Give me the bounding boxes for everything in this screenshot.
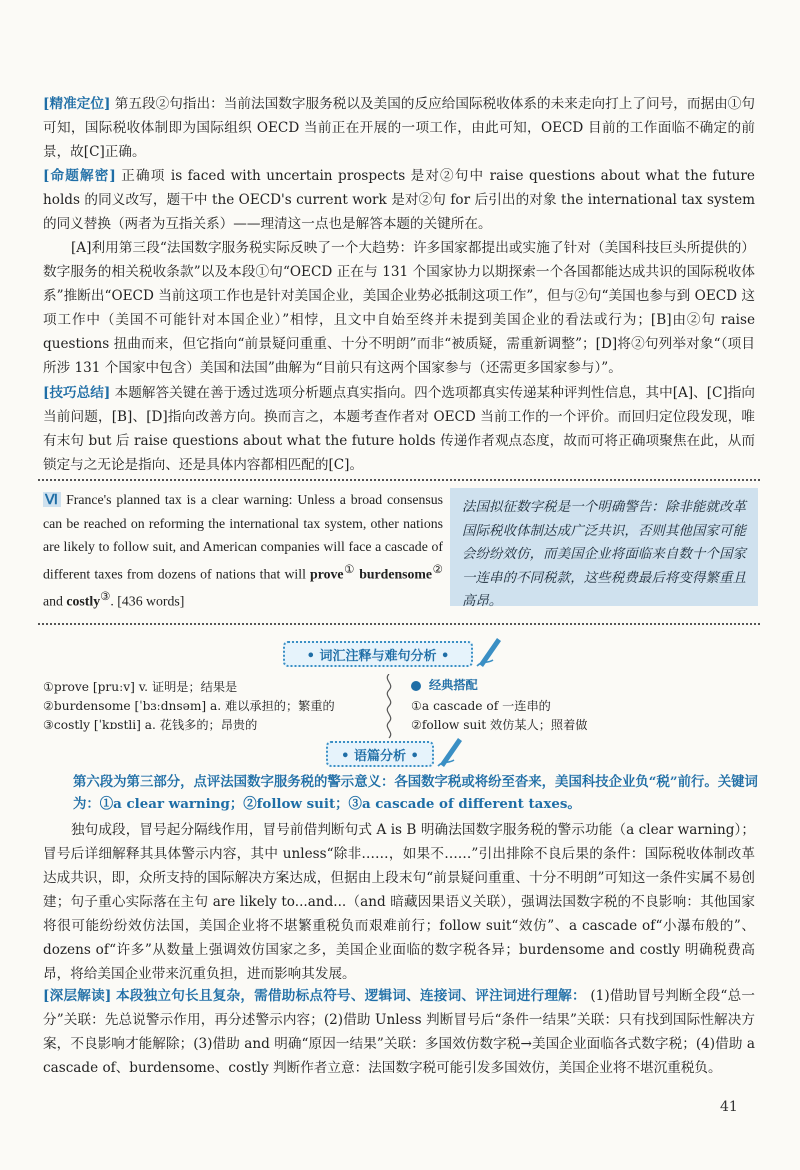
keyword-prove: prove <box>310 566 344 582</box>
banner-label: • 词汇注释与难句分析 • <box>306 648 450 664</box>
collocation-title-text: 经典搭配 <box>429 678 478 692</box>
paragraph-text: (1)借助冒号判断全段“总一分”关联：先总说警示作用，再分述警示内容；(2)借助 Unless 判断冒号后“条件一结果”关联：只有找到国际性解决方案，不良影响才能解除；(3)借助 and 明确“原因一结果”关联：多国效仿数字税→美国企业面临各式数字税；(4)借助 a cascade of、burdensome、costly 判断作者立意：法国数字税可能引发多国效仿，美国企业将不堪沉重税负。 <box>43 988 756 1076</box>
tag-precise-location: [精准定位] <box>43 96 111 112</box>
paragraph-precise-location <box>43 92 755 164</box>
english-passage <box>43 488 443 613</box>
vocab-item: ①prove [pruːv] v. 证明是；结果是 <box>43 680 238 694</box>
paragraph-text: 正确项 is faced with uncertain prospects 是对②句中 raise questions about what the future holds 的同义改写，题干中 the OECD's current work 是对②句 for 后引出的对象 the international tax system 的同义替换（两者为互指关系）——理清这一点也是解答本题的关键所在。 <box>43 168 755 232</box>
tag-skill-summary: [技巧总结] <box>43 385 111 401</box>
translation-box <box>450 488 758 609</box>
paragraph-number-badge: Ⅵ <box>45 492 60 507</box>
banner-discourse <box>326 741 434 767</box>
footnote-marker: ① <box>343 563 356 576</box>
collocation-title <box>411 676 751 695</box>
banner-label: • 语篇分析 • <box>341 748 419 764</box>
bullet-icon <box>411 681 421 691</box>
vocab-list <box>43 678 383 735</box>
keyword-costly: costly <box>66 593 101 609</box>
pen-icon <box>475 634 503 668</box>
tag-deep-reading: [深层解读] <box>43 988 112 1004</box>
deep-reading-lead: 本段独立句长且复杂，需借助标点符号、逻辑词、连接词、评注词进行理解： <box>115 988 586 1004</box>
wavy-divider <box>383 674 395 740</box>
section-heading: 第六段为第三部分，点评法国数字服务税的警示意义：各国数字税或将纷至沓来，美国科技企业负“税”前行。关键词为：①a clear warning；②follow suit；③a cascade of different taxes。 <box>73 774 758 812</box>
collocation-item: ①a cascade of 一连串的 <box>411 699 551 713</box>
banner-vocabulary <box>283 641 473 667</box>
paragraph-text: 第五段②句指出：当前法国数字服务税以及美国的反应给国际税收体系的未来走向打上了问号，而据由①句可知，国际税收体制即为国际组织 OECD 当前正在开展的一项工作，由此可知，OECD 目前的工作面临不确定的前景，故[C]正确。 <box>43 96 755 160</box>
passage-text: France's planned tax is a clear warning: Unless a broad consensus can be reached on reforming the international tax system, other nations are likely to follow suit, and American companies will face a cascade of different taxes from dozens of nations that will <box>43 492 443 582</box>
paragraph-sentence-analysis <box>43 818 755 986</box>
paragraph-text: 本题解答关键在善于透过选项分析题点真实指向。四个选项都真实传递某种评判性信息，其中[A]、[C]指向当前问题，[B]、[D]指向改善方向。换而言之，本题考查作者对 OECD 当前工作的一个评价。而回归定位段发现，唯有末句 but 后 raise questions about what the future holds 传递作者观点态度，故而可将正确项聚焦在此，从而锁定与之无论是指向、还是具体内容都相匹配的[C]。 <box>43 385 755 473</box>
vocab-item: ②burdensome [ˈbɜːdnsəm] a. 难以承担的；繁重的 <box>43 699 335 713</box>
paragraph-option-analysis <box>43 236 755 380</box>
vocab-item: ③costly [ˈkɒstli] a. 花钱多的；昂贵的 <box>43 718 258 732</box>
footnote-marker: ② <box>432 563 443 576</box>
tag-question-decode: [命题解密] <box>43 168 116 184</box>
passage-text: and <box>43 593 67 609</box>
page-number: 41 <box>720 1099 738 1115</box>
dotted-divider <box>38 623 760 625</box>
translation-text: 法国拟征数字税是一个明确警告：除非能就改革国际税收体制达成广泛共识，否则其他国家可能会纷纷效仿，而美国企业将面临来自数十个国家一连串的不同税款，这些税费最后将变得繁重且高昂。 <box>462 500 746 609</box>
paragraph-text: [A]利用第三段“法国数字服务税实际反映了一个大趋势：许多国家都提出或实施了针对（美国科技巨头所提供的）数字服务的相关税收条款”以及本段①句“OECD 正在与 131 个国家协力以期探索一个各国都能达成共识的国际税收体系”推断出“OECD 当前这项工作也是针对美国企业，美国企业势必抵制这项工作”，但与②句“美国也参与到 OECD 这项工作中（美国不可能针对本国企业）”相悖，且文中自始至终并未提到美国企业的看法或行为；[B]由②句 raise questions 扭曲而来，但它指向“前景疑问重重、十分不明朗”而非“被质疑，需重新调整”；[D]将②句列举对象“（项目所涉 131 个国家中包含）美国和法国”曲解为“目前只有这两个国家参与（还需更多国家参与）”。 <box>43 240 755 376</box>
paragraph-text: 独句成段，冒号起分隔线作用，冒号前借判断句式 A is B 明确法国数字服务税的警示功能（a clear warning）；冒号后详细解释其具体警示内容，其中 unless“除非……，如果不……”引出排除不良后果的条件：国际税收体制改革达成共识，即，众所支持的国际解决方案达成，但据由上段末句“前景疑问重重、十分不明朗”可知这一条件实属不易创建；句子重心实际落在主句 are likely to...and...（and 暗藏因果语义关联），强调法国数字税的不良影响：其他国家将很可能纷纷效仿法国，美国企业将不堪繁重税负而艰难前行；follow suit“效仿”、a cascade of“小瀑布般的”、dozens of“许多”从数量上强调效仿国家之多，美国企业面临的数字税各异；burdensome and costly 明确税费高昂，将给美国企业带来沉重负担，进而影响其发展。 <box>43 822 755 982</box>
dotted-divider <box>38 479 760 481</box>
word-count: . [436 words] <box>110 593 185 609</box>
pen-icon <box>436 734 464 768</box>
paragraph-deep-reading <box>43 984 755 1080</box>
keyword-burdensome: burdensome <box>359 566 433 582</box>
paragraph-skill-summary <box>43 381 755 477</box>
footnote-marker: ③ <box>100 590 111 603</box>
collocation-list <box>411 676 751 735</box>
paragraph-question-decode <box>43 164 755 236</box>
collocation-item: ②follow suit 效仿某人；照着做 <box>411 718 588 732</box>
